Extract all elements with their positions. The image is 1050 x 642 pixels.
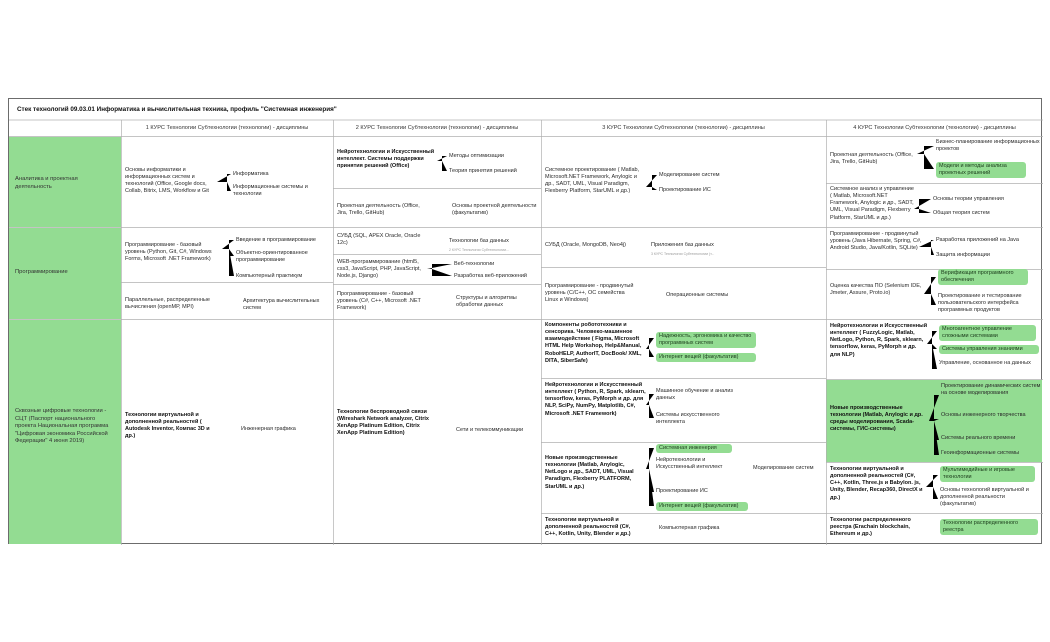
- c4-project-activity: Проектная деятельность (Office, Jira, Trello, GitHub): [830, 152, 913, 166]
- c2-decision-theory: Теория принятия решений: [449, 168, 517, 174]
- c4-info-security: Защита информации: [936, 252, 990, 258]
- c2-web-technologies: Веб-технологии: [454, 261, 495, 267]
- c2-ai-decision-support: Нейротехнологии и Искусственный интеллект. Системы поддержки принятия решений (Office): [337, 149, 435, 170]
- c4-multi-agent: Многоагентное управление сложными системами: [939, 325, 1036, 341]
- c4-java-apps: Разработка приложений на Java: [936, 237, 1019, 243]
- c3-is-design-sub: Проектирование ИС: [656, 488, 708, 494]
- c3-new-production: Новые производственные технологии (Matlab, Anylogic, NetLogo и др., SADT, UML, Visual Paradigm, Flexberry PLATFORM, StarUML и др.): [545, 455, 634, 490]
- c1-informatics: Информатика: [233, 171, 269, 177]
- c1-computer-practicum: Компьютерный практикум: [236, 273, 303, 279]
- c4-distributed-ledger-tech: Технологии распределенного реестра: [940, 519, 1038, 535]
- c3-machine-learning: Машинное обучение и анализ данных: [656, 388, 733, 402]
- c3-system-design: Системное проектирование ( Matlab, Microsoft.NET Framework, Anylogic и др., SADT, UML, Visual Paradigm, Flexberry Platform, StarUML и др.): [545, 167, 640, 195]
- c3-operating-systems: Операционные системы: [666, 292, 729, 298]
- c2-data-structures: Структуры и алгоритмы обработки данных: [456, 295, 517, 309]
- c2-programming-basic: Программирование - базовый уровень (C#, C++, Microsoft .NET Framework): [337, 291, 421, 312]
- c1-info-systems: Информационные системы и технологии: [233, 184, 308, 198]
- c4-knowledge-management: Системы управления знаниями: [939, 345, 1039, 354]
- c1-parallel-computing: Параллельные, распределенные вычисления (openMP, MPI): [125, 297, 210, 311]
- c4-vr-basics: Основы технологий виртуальной и дополненной реальности (факультатив): [940, 487, 1029, 508]
- row-label-digital: Сквозные цифровые технологии - СЦТ (Паспорт национального проекта Национальная программа "Цифровая экономика Российской Федерации" 4 июня 2019): [15, 408, 109, 445]
- c3-neuro-ai-sub: Нейротехнологии и Искусственный интеллект: [656, 457, 723, 471]
- c2-optimization-methods: Методы оптимизации: [449, 153, 504, 159]
- c3-db-applications: Приложения баз данных: [651, 242, 714, 248]
- c3-reliability-ergonomics: Надежность, эргономика и качество программных систем: [656, 332, 756, 348]
- c3-is-design: Проектирование ИС: [659, 187, 711, 193]
- c3-computer-graphics: Компьютерная графика: [659, 525, 720, 531]
- c2-wireless-tech: Технологии беспроводной связи (Wireshark Network analyzer, Citrix XenApp Platinum Edition, Citrix XenApp Platinum Edition): [337, 409, 429, 437]
- c4-realtime-systems: Системы реального времени: [941, 435, 1016, 441]
- c4-software-quality: Оценка качества ПО (Selenium IDE, Jmeter, Assure, Proto.io): [830, 283, 922, 297]
- row-label-programming: Программирование: [15, 269, 68, 275]
- c3-vr-ar: Технологии виртуальной и дополненной реальностей (C#, C++, Kotlin, Unity, Blender и др.): [545, 517, 631, 538]
- c3-systems-modeling: Моделирование систем: [659, 172, 720, 178]
- c4-software-verification: Верификация программного обеспечения: [938, 269, 1028, 285]
- c3-systems-modeling-sub: Моделирование систем: [753, 465, 814, 471]
- c2-database-tech: Технологии баз данных: [449, 238, 509, 244]
- row-label-analytics: Аналитика и проектная деятельность: [15, 176, 78, 190]
- c2-networks: Сети и телекоммуникации: [456, 427, 524, 433]
- c2-web-programming: WEB-программирование (html5, css3, JavaScript, PHP, JavaScript, Node.js, Django): [337, 259, 421, 280]
- c3-neuro-ai: Нейротехнологии и Искусственный интеллект ( Python, R, Spark, sklearn, tensorflow, keras, PyMorph и др. для NLP, SciPy, NumPy, Matplotlib, C#, Microsoft .NET Framework): [545, 382, 646, 417]
- c1-vr-ar: Технологии виртуальной и дополненной реальностей ( Autodesk Inventor, Компас 3D и др.): [125, 412, 210, 440]
- course-header-3: 3 КУРС Технологии Субтехнологии (технологии) - дисциплины: [602, 125, 765, 131]
- c4-business-planning: Бизнес-планирование информационных проектов: [936, 139, 1040, 153]
- c4-system-analysis: Системное анализ и управление ( Matlab, Microsoft.NET Framework, Anylogic и др., SADT, UML, Visual Paradigm, Flexberry Platform, StarUML и др.): [830, 186, 914, 221]
- c3-system-engineering: Системная инженерия: [656, 444, 732, 453]
- c4-engineering-creativity: Основы инженерного творчества: [941, 412, 1026, 418]
- c4-vr-ar: Технологии виртуальной и дополненной реальностей (C#, C++, Kotlin, Three.js и Babylon. js, Unity, Blender, Recap360, DirectX и др.): [830, 466, 923, 501]
- c1-computer-architecture: Архитектура вычислительных систем: [243, 298, 320, 312]
- course-header-4: 4 КУРС Технологии Субтехнологии (технологии) - дисциплины: [853, 125, 1016, 131]
- c4-data-driven-control: Управление, основанное на данных: [939, 360, 1031, 366]
- c4-multimedia-games: Мультимедийные и игровые технологии: [940, 466, 1035, 482]
- course-header-2: 2 КУРС Технологии Субтехнологии (технологии) - дисциплины: [355, 125, 519, 131]
- c3-iot-elective-2: Интернет вещей (факультатив): [656, 502, 748, 511]
- c4-distributed-ledger: Технологии распределенного реестра (Erachain blockchain, Ethereum и др.): [830, 517, 911, 538]
- c1-oop: Объектно-ориентированное программирование: [236, 250, 308, 264]
- c4-control-theory: Основы теории управления: [933, 196, 1004, 202]
- c2-web-apps: Разработка веб-приложений: [454, 273, 527, 279]
- c2-dbms: СУБД (SQL, APEX Oracle, Oracle 12c): [337, 233, 421, 247]
- c1-programming-basic: Программирование - базовый уровень (Python, Git, C#, Windows Forms, Microsoft .NET Framework): [125, 242, 212, 263]
- c2-tiny-note: 2 КУРС Технологии Субтехнологии...: [449, 248, 510, 252]
- c2-project-basics: Основы проектной деятельности (факультатив): [452, 203, 537, 217]
- c4-ui-testing: Проектирование и тестирование пользовательского интерфейса программных продуктов: [938, 293, 1022, 314]
- c4-dynamic-systems: Проектирование динамических систем на основе моделирования: [941, 383, 1041, 397]
- c4-programming-advanced: Программирование - продвинутый уровень (Java Hibernate, Spring, C#, Android Studio, Java/Kotlin, SQLite): [830, 231, 922, 252]
- c3-dbms: СУБД (Oracle, MongoDB, Neo4j): [545, 242, 626, 248]
- c4-neuro-ai: Нейротехнологии и Искусственный интеллект ( FuzzyLogic, Matlab, NetLogo, Python, R, Spark, sklearn, tensorflow, keras, PyMorph и др. для NLP): [830, 323, 928, 358]
- c3-iot-elective-1: Интернет вещей (факультатив): [656, 353, 756, 362]
- c4-general-systems: Общая теория систем: [933, 210, 990, 216]
- c1-informatics-basics: Основы информатики и информационных систем и технологий (Office, Google docs, Collab, Bitrix, LMS, Workflow и Git: [125, 167, 209, 195]
- c4-new-production: Новые производственные технологии (Matlab, Anylogic и др. среды моделирования, Scada-системы, ГИС-системы): [830, 405, 923, 433]
- c3-programming-advanced: Программирование - продвинутый уровень (C/C++, ОС семейства Linux и Windows): [545, 283, 634, 304]
- course-header-1: 1 КУРС Технологии Субтехнологии (технологии) - дисциплины: [145, 125, 309, 131]
- c3-ai-systems: Системы искусственного интеллекта: [656, 412, 720, 426]
- c3-robotics-hci: Компоненты робототехники и сенсорика. Человеко-машинное взаимодействие ( Figma, Microsoft HTML Help Workshop, Help&Manual, RoboHELP, AuthorIT, DocBook/ XML, DITA, SiberSafe): [545, 322, 642, 364]
- c3-tiny-note: 3 КУРС Технологии Субтехнологии (т...: [651, 252, 715, 256]
- tech-stack-board: [8, 98, 1042, 544]
- c4-gis: Геоинформационные системы: [941, 450, 1020, 456]
- c1-intro-programming: Введение в программирование: [236, 237, 316, 243]
- page-title: Стек технологий 09.03.01 Информатика и вычислительная техника, профиль "Системная инженерия": [17, 106, 337, 113]
- c1-engineering-graphics: Инженерная графика: [241, 426, 296, 432]
- c2-project-activity: Проектная деятельность (Office, Jira, Trello, GitHub): [337, 203, 420, 217]
- c4-analysis-models: Модели и методы анализа проектных решений: [936, 162, 1026, 178]
